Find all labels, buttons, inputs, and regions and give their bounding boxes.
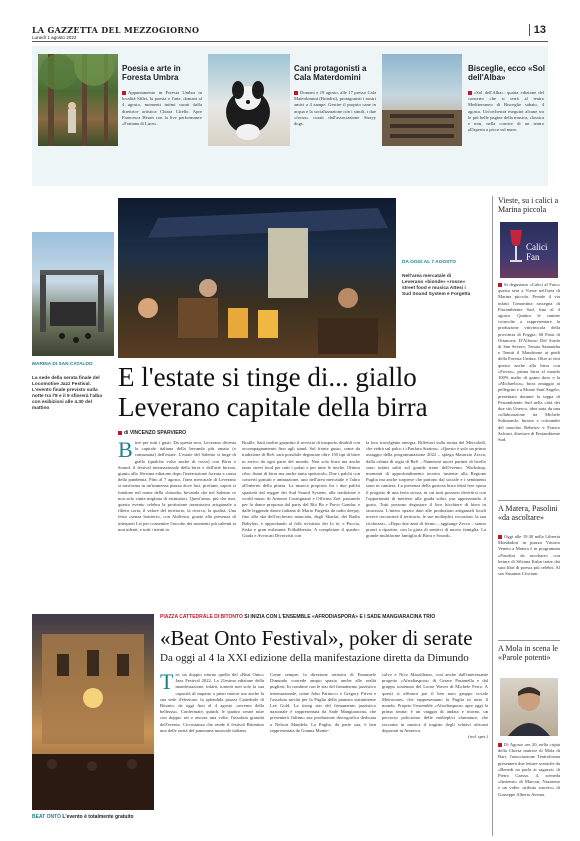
- top-item-1-title: Poesia e arte in Foresta Umbra: [122, 64, 181, 82]
- theatre-illustration: [382, 54, 462, 146]
- bullet-square-icon: [498, 283, 502, 287]
- portrait-photo: [500, 678, 558, 736]
- hero-caption-text: Nell'area mercatale di Leverano «bionde» «rosse» street food e musica Attesi i Sud Sound System e Forgetta: [402, 274, 471, 297]
- dog-illustration: [208, 54, 290, 146]
- bullet-square-icon: [498, 743, 502, 747]
- sidebar-story-1-title: Vieste, su i calici a Marina piccola: [498, 196, 559, 214]
- hero-photo: [118, 198, 396, 358]
- portrait-illustration: [500, 678, 558, 736]
- bullet-square-icon: [468, 91, 472, 95]
- bottom-caption-text: L'evento è totalmente gratuito: [62, 814, 134, 820]
- main-article-col-1: B irre per tutti i gusti. Da questa sera, Leverano diventa la capitale italiana della bevanda più amata (e consumata) dell'estate. L'estate del Salento si tinge di giallo (qualche volta anche di rosso) con Birra e Sound, il festival internazionale della birra e dell'arte birraia, giunto alla 16esima edizione dopo l'interruzione forzata a causa della pandemia. Fino al 7 agosto, l'area mercatale di Leverano si trasforma in un'immensa piazza dove luci, profumi, sapori si fondono nel nome della «bionda» bevanda che nel Salento ce non solo vanta migliaia di estimatori. Quest'anno, più che mai, questo evento celebra la profusione trasmissiva artigianale a filiera corta, il valore del territorio, la ricerca, la qualità. Una festa «senza barriere», con Abilfesta, grazie alla presenza di interpreti Lis per consentire l'ascolto dei momenti più salienti ai non udenti, e tutti i menù in: [118, 440, 236, 532]
- second-article-col-2: Come sempre, la direzione artistica di Emanuele Dimundo concede ampio spazio anche alle realtà pugliesi. In combine con le star del firmamento jazzistico internazionale, come John Patitucci e Gregory Privat e l'assoluta novità per la Puglia della pianista statunitense Lee Gold. La rising star del firmamento jazzistico nazionale è rappresentata da Sade Mangiaracina, che presenterà l'ultimo sua produzione discografica dedicata a Nelson Mandela. La Puglia, da parte sua, è ben rappresentata da Gianna Monte-: [270, 672, 376, 733]
- stage-illustration: [32, 232, 114, 356]
- masthead: LA GAZZETTA DEL MEZZOGIORNO: [32, 25, 200, 35]
- sidebar-story-1-body: Si degustano «Calici al Faro» questa sera a Vieste nell'area di Marina piccola. Prende il via infatti l'omonima rassegna di Fiorambiente Sud, fino al 4 agosto. Quattro le cantine coinvolte a rappresentare la produzione vitivinicola della provincia di Foggia: 68 Passi di Ortanova; D'Alfonso Del Sordo di San Severo; Tenuta Samantha e Tenuti il Mandrione ai piedi della Foresta Umbra. Oltre ai vini questo anche alla birra con «Fovea», prima birra al mondo 100% malto di grano duro e la «Michaelica», birra omaggio ai pellegrini e a Monte Sant'Angelo, presentata durante la tappa di Festambiente Sud nella città dei due siti Unesco, idea nata da una collaborazione tra Michele Solimando, birraio e cofounder del marchio Reberov e Franco Salcuni, direttore di Festambiente Sud.: [498, 282, 560, 443]
- calici-poster-text: Calici Fan: [526, 242, 548, 262]
- drop-cap: T: [160, 672, 174, 694]
- kicker-location: PIAZZA CATTEDRALE DI BITONTO: [160, 614, 243, 620]
- bottom-caption-heading: BEAT ONTO: [32, 814, 61, 820]
- theatre-photo: [382, 54, 462, 146]
- second-article-col-1: T re, un doppio ritorno quello del «Beat Onto» Jazz Festival 2022. La 21esima edizione della manifestazione, infatti, tornerà non solo la sua capacità di impatto a pieni motori ma anche la sua sede d'elezione, la splendida piazza Cattedrale di Bitonto, da oggi fino al 4 agosto «avremo della bellezza». Confermate, quindi, le quattro serate tutte con doppio set e ancora una volta, l'assoluta gratuità dell'evento. Circostanza che rende il festival Bitontino una delle rarità del panorama musicale italiano.: [160, 672, 264, 733]
- bullet-square-icon: [498, 535, 502, 539]
- drop-cap: B: [118, 440, 133, 462]
- bullet-square-icon: [118, 431, 122, 435]
- sidebar-story-2-title: A Matera, Pasolini «da ascoltare»: [498, 500, 560, 522]
- hero-caption-heading: DA OGGI AL 7 AGOSTO: [402, 260, 456, 265]
- main-headline-1: E l'estate si tinge di... giallo: [118, 362, 417, 392]
- page-number: 13: [529, 24, 546, 36]
- second-article-kicker: [160, 614, 490, 620]
- beer-festival-illustration: [118, 198, 396, 358]
- top-item-1-body: Appuntamento in Foresta Umbra in località Sfilzi, la poesia e l'arte, domani al 4 agosto, momenti intimi curati dalla direttrice artistica Chiara Cirello. Apre Francesca Hearn con la live performance «Fontana di Luce».: [122, 90, 202, 127]
- second-article-headline: «Beat Onto Festival», poker di serate: [160, 626, 473, 650]
- kicker-detail: SI INIZIA CON L'ENSEMBLE «AFRODIASPORA» E I SADE MANGIARACINA TRIO: [244, 614, 436, 620]
- bullet-square-icon: [294, 91, 298, 95]
- top-item-3-body: «Sol dell'Alba»: quarta edizione del concerto che si terrà al teatro Mediterraneo di Bisceglie sabato, 4 agosto. Un'orchestra eseguirà alcune tra le più belle pagine della musica, classica e non, nella cornice di un teatro all'aperto a picco sul mare.: [468, 90, 544, 133]
- masthead-bar: [32, 24, 548, 42]
- bullet-square-icon: [122, 91, 126, 95]
- forest-photo: [38, 54, 118, 146]
- calici-poster: [500, 222, 558, 278]
- top-item-2-body: Domani e 19 agosto, alle 17 presso Cala Materdomini (Brindisi), protagonisti i nostri amici a 4 zampe. Gestire il proprio cane in acqua e la socializzazione con i simili, i due «focus» curati dall'associazione Strayy dogs.: [294, 90, 376, 127]
- cathedral-illustration: [32, 614, 154, 810]
- sidebar-story-3-title: A Mola in scena le «Parole potenti»: [498, 640, 560, 662]
- dog-photo: [208, 54, 290, 146]
- main-article-col-2: Braille. Sarà inoltre garantito il servizio di trasporto disabili con accompagnamento fino agli stand. Sul fronte gusto, come da tradizione di BeS, sarà possibile degustare oltre 150 tipi di birre in arrivo da ogni parte del mondo. Non solo birra ma anche tanto street food per tutti i palati e per tutte le tasche. Ottimo cibo, fiumi di birra ma anche tanta spettacolo. Due i palchi con concerti gratuiti e animazione, uno nell'area mercatale e l'altro all'interno della pineta. La musica proposta fra i due palchi spazierà dal reggae dei Sud Sound System, alla tradizione e world music di Antonio Castrignanò e Officina Zoè, passando per la dance proposta dal party del Rio Bo e Parco Gondar, e dalle leggende dance italiana di Mario Fargetta da radio deejay, fino alla ska dell'orchestra manciata, degli Skarlat, dei Radio Babylon, e approdando al folk rivisitato dei Io te, e Puccia, Siska e gran esilarante Folkabbestia. A completare il quadro: Giuda e Avvocati Divorzisti con: [242, 440, 360, 539]
- top-item-2-title: Cani protagonisti a Cala Materdomini: [294, 64, 367, 82]
- stage-photo: [32, 232, 114, 356]
- left-caption-heading: MARINA DI SAN CATALDO: [32, 362, 93, 367]
- signoff: (red. spet.): [468, 734, 488, 740]
- issue-date: Lunedì 1 agosto 2022: [32, 35, 77, 40]
- top-strip: [32, 46, 548, 186]
- sidebar-story-3-body: Di Agosto ore 20, nella cripta della Chiesa matrice di Mola di Bari, l'associazione Teatroforma presenterà due letture sceniche da «Benedi no parla ai ragazzi» di Pietro Grasso. 4, sceneda «Insieme» di Marcon, Nazareno e un video «tributo sincero» di Giuseppe Alberto Averna.: [498, 742, 560, 797]
- sidebar-divider: [492, 196, 493, 836]
- byline: di VINCENZO SPARVIERO: [118, 430, 186, 436]
- sidebar-story-2-body: Oggi alle 19,30 nella Libreria Mondadori in piazza Vittorio Veneto a Matera è in programma «Pasolini da ascoltare» con letture di Silvana Kuhn tratte dai suoi libri di poesia più celebri. Al sax Susanna Crociani.: [498, 534, 560, 577]
- bottom-caption: [32, 814, 134, 820]
- main-article-col-3: la loro travolgente energia. Riflettori sulla serata del Mercoledì, che vedrà sul palco i «Fanfara Station». «Questo è solo un primo assaggio della programmazione 2022 – spiega Maurizio Zecca, dalla cabina di regia di BeS – Numerosi nuovi partner di livello sono infatti saliti sul grande treno dell'evento. Workshop, momenti di approfondimento tecnico insieme alla Regione Puglia ma anche sorprese che partono dal sociale e i sentimenti sono in cantiere. La presenza della gustosa birra ideal free sposa il progetto di una festa sicura, in cui tutti possono divertirsi con l'opportunità di mettersi alla guida sobri, pur apprezzando il gusto. Tutti possono degustare il loro bicchiere di birra in sicurezza. L'intero spazio dato alle produzioni artigianali locali invece racconterà il territorio, le sue molteplici vocazioni, la sua ricchezza». «Dopo due anni di fermo – aggiunge Zecca – siamo pronti a ripartire, con la gioia di sentirci di nuovo famiglia. La grande multiforme famiglia di Birra e Sound».: [366, 440, 486, 539]
- top-item-3-title: Bisceglie, ecco «Sol dell'Alba»: [468, 64, 545, 82]
- forest-illustration: [38, 54, 118, 146]
- left-caption-text: La sede della serata finale del Locomotive Jazz Festival. L'evento finale previsto sulla notte tra l'8 e il 9 sfiorerà l'alba con esibizioni alle 4.30 del mattino: [32, 376, 102, 411]
- main-headline-2: Leverano capitale della birra: [118, 392, 428, 422]
- second-article-col-3: calvo e Nico Marzilliano, così anche dall'interessante progetto «Afrodiaspora» di Cesare Pastanella e dal gruppo sostenuto del Loose Waves di Michele Ferro. A questi si affianca poi il ben noto gruppo vocale Metrotones, che rappresentano la Puglia in tutto il mondo. Proprio l'ensemble «Afrodiaspora» apre oggi la prima serata: è un viaggio di andata e ritorno, un percorso policromo delle molteplici sfumature, che racconta in musica il tragitto degli schiavi africani deportati in America. (red. spet.): [382, 672, 488, 740]
- cathedral-photo: [32, 614, 154, 810]
- second-article-subhead: Da oggi al 4 la XXI edizione della manifestazione diretta da Dimundo: [160, 652, 469, 664]
